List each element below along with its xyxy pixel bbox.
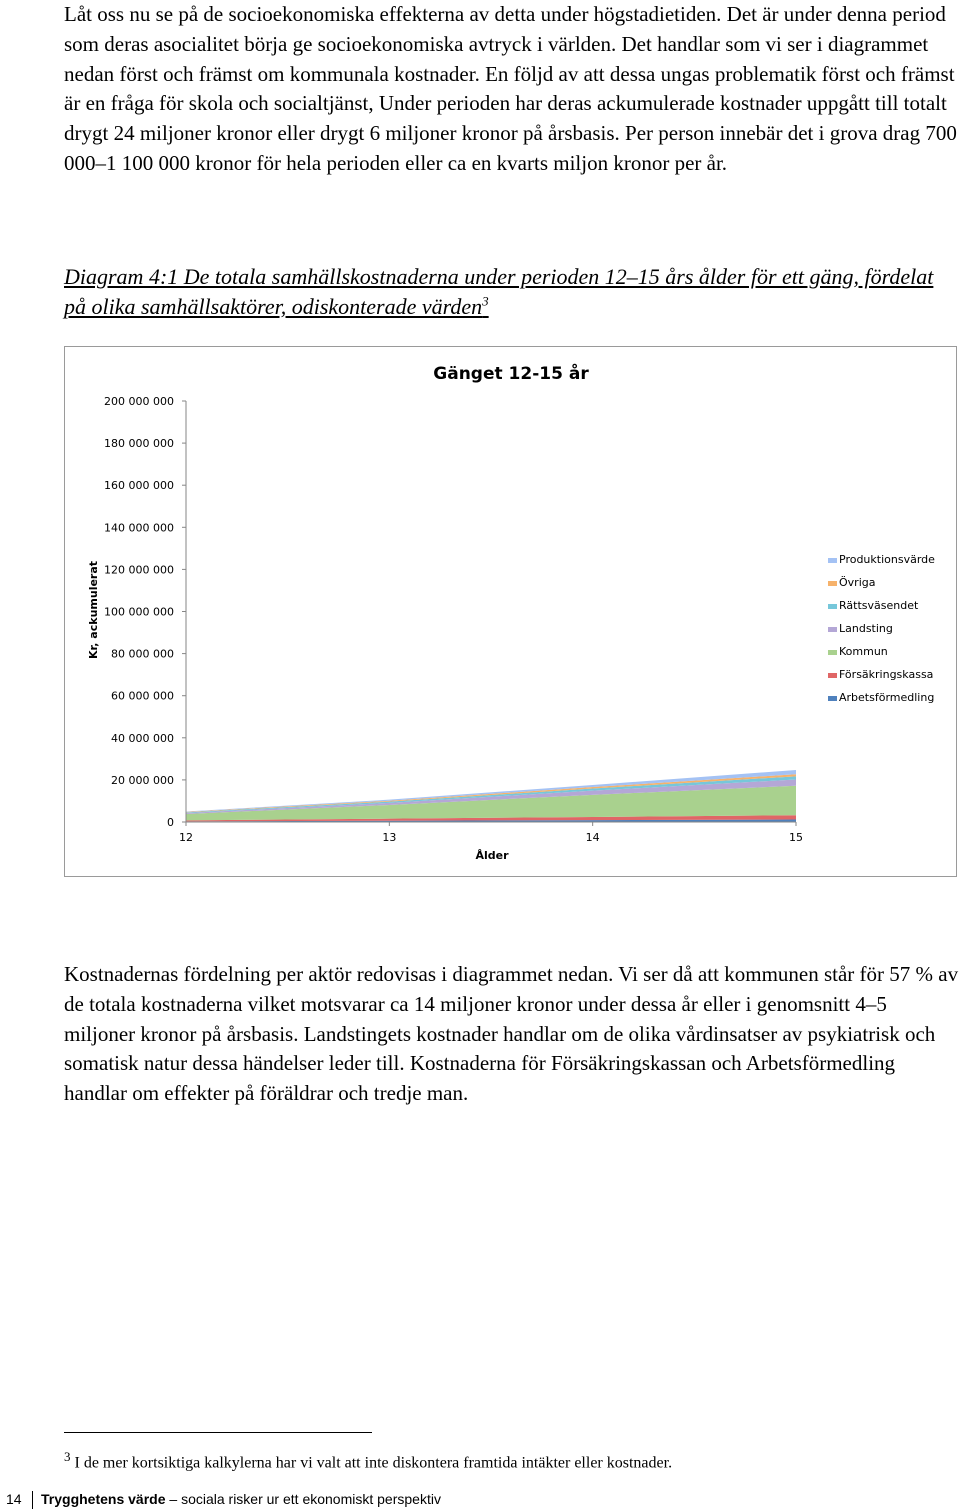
footer-title: Trygghetens värde xyxy=(41,1491,166,1507)
x-tick-label: 15 xyxy=(789,831,803,844)
stacked-area-chart xyxy=(65,347,956,876)
distribution-paragraph: Kostnadernas fördelning per aktör redovisas i diagrammet nedan. Vi ser då att kommunen står för 57 % av de totala kostnaderna vilket motsvarar ca 14 miljoner kronor under dessa år eller i genomsnitt 4–5 miljoner kronor på årsbasis. Landstingets kostnader handlar om de olika vårdinsatser av psykiatrisk och somatisk natur dessa händelser leder till. Kostnaderna för Försäkringskassan och Arbetsförmedling handlar om effekter på föräldrar och tredje man. xyxy=(64,962,959,1106)
footnote-divider xyxy=(64,1432,372,1433)
chart-container xyxy=(64,346,957,877)
y-tick-label: 80 000 000 xyxy=(111,647,174,661)
y-tick-label: 160 000 000 xyxy=(104,479,174,493)
legend-label: Övriga xyxy=(839,576,876,589)
y-tick-label: 120 000 000 xyxy=(104,563,174,577)
diagram-caption xyxy=(64,262,954,322)
legend-label: Försäkringskassa xyxy=(839,668,934,681)
y-tick-label: 0 xyxy=(167,816,174,829)
x-tick-label: 13 xyxy=(382,831,397,844)
area-series-2 xyxy=(186,786,796,821)
legend-swatch xyxy=(828,673,837,678)
legend-swatch xyxy=(828,696,837,701)
legend-label: Rättsväsendet xyxy=(839,599,919,612)
page-number: 14 xyxy=(6,1491,22,1507)
x-tick-label: 12 xyxy=(179,831,193,844)
y-tick-label: 100 000 000 xyxy=(104,605,174,619)
legend-label: Arbetsförmedling xyxy=(839,691,935,704)
legend-label: Produktionsvärde xyxy=(839,553,935,566)
y-tick-label: 180 000 000 xyxy=(104,437,174,451)
intro-paragraph: Låt oss nu se på de socioekonomiska effekterna av detta under högstadietiden. Det är under denna period som deras asocialitet börja ge socioekonomiska avtryck i världen. Det handlar som vi ser i diagrammet nedan först och främst om kommunala kostnader. En följd av att dessa ungas problematik först och främst är en fråga för skola och socialtjänst, Under perioden har deras ackumulerade kostnader uppgått till totalt drygt 24 miljoner kronor eller drygt 6 miljoner kronor på årsbasis. Per person innebär det i grova drag 700 000–1 100 000 kronor för hela perioden eller ca en kvarts miljon kronor per år. xyxy=(64,2,957,175)
footnote-text: I de mer kortsiktiga kalkylerna har vi valt att inte diskontera framtida intäkter eller kostnader. xyxy=(74,1454,673,1472)
caption-footnote-ref: 3 xyxy=(482,293,489,309)
y-tick-label: 200 000 000 xyxy=(104,395,174,408)
x-axis-title: Ålder xyxy=(475,849,509,862)
legend-swatch xyxy=(828,650,837,655)
legend-swatch xyxy=(828,581,837,586)
footer-divider xyxy=(32,1491,33,1509)
legend-label: Kommun xyxy=(839,645,888,658)
footnote-number: 3 xyxy=(64,1449,71,1464)
legend-swatch xyxy=(828,604,837,609)
page-footer xyxy=(6,1490,441,1509)
legend-label: Landsting xyxy=(839,622,893,635)
caption-text: Diagram 4:1 De totala samhällskostnaderna under perioden 12–15 års ålder för ett gäng, fördelat på olika samhällsaktörer, odiskonterade värden xyxy=(64,264,934,319)
y-tick-label: 60 000 000 xyxy=(111,689,174,703)
y-axis-title: Kr, ackumulerat xyxy=(87,560,100,660)
y-tick-label: 40 000 000 xyxy=(111,731,174,745)
x-tick-label: 14 xyxy=(585,831,600,844)
legend-swatch xyxy=(828,558,837,563)
footer-subtitle: – sociala risker ur ett ekonomiskt perspektiv xyxy=(165,1491,441,1507)
chart-title: Gänget 12-15 år xyxy=(433,364,589,384)
y-tick-label: 140 000 000 xyxy=(104,521,174,535)
legend-swatch xyxy=(828,627,837,632)
footnote xyxy=(64,1446,672,1474)
y-tick-label: 20 000 000 xyxy=(111,773,174,787)
